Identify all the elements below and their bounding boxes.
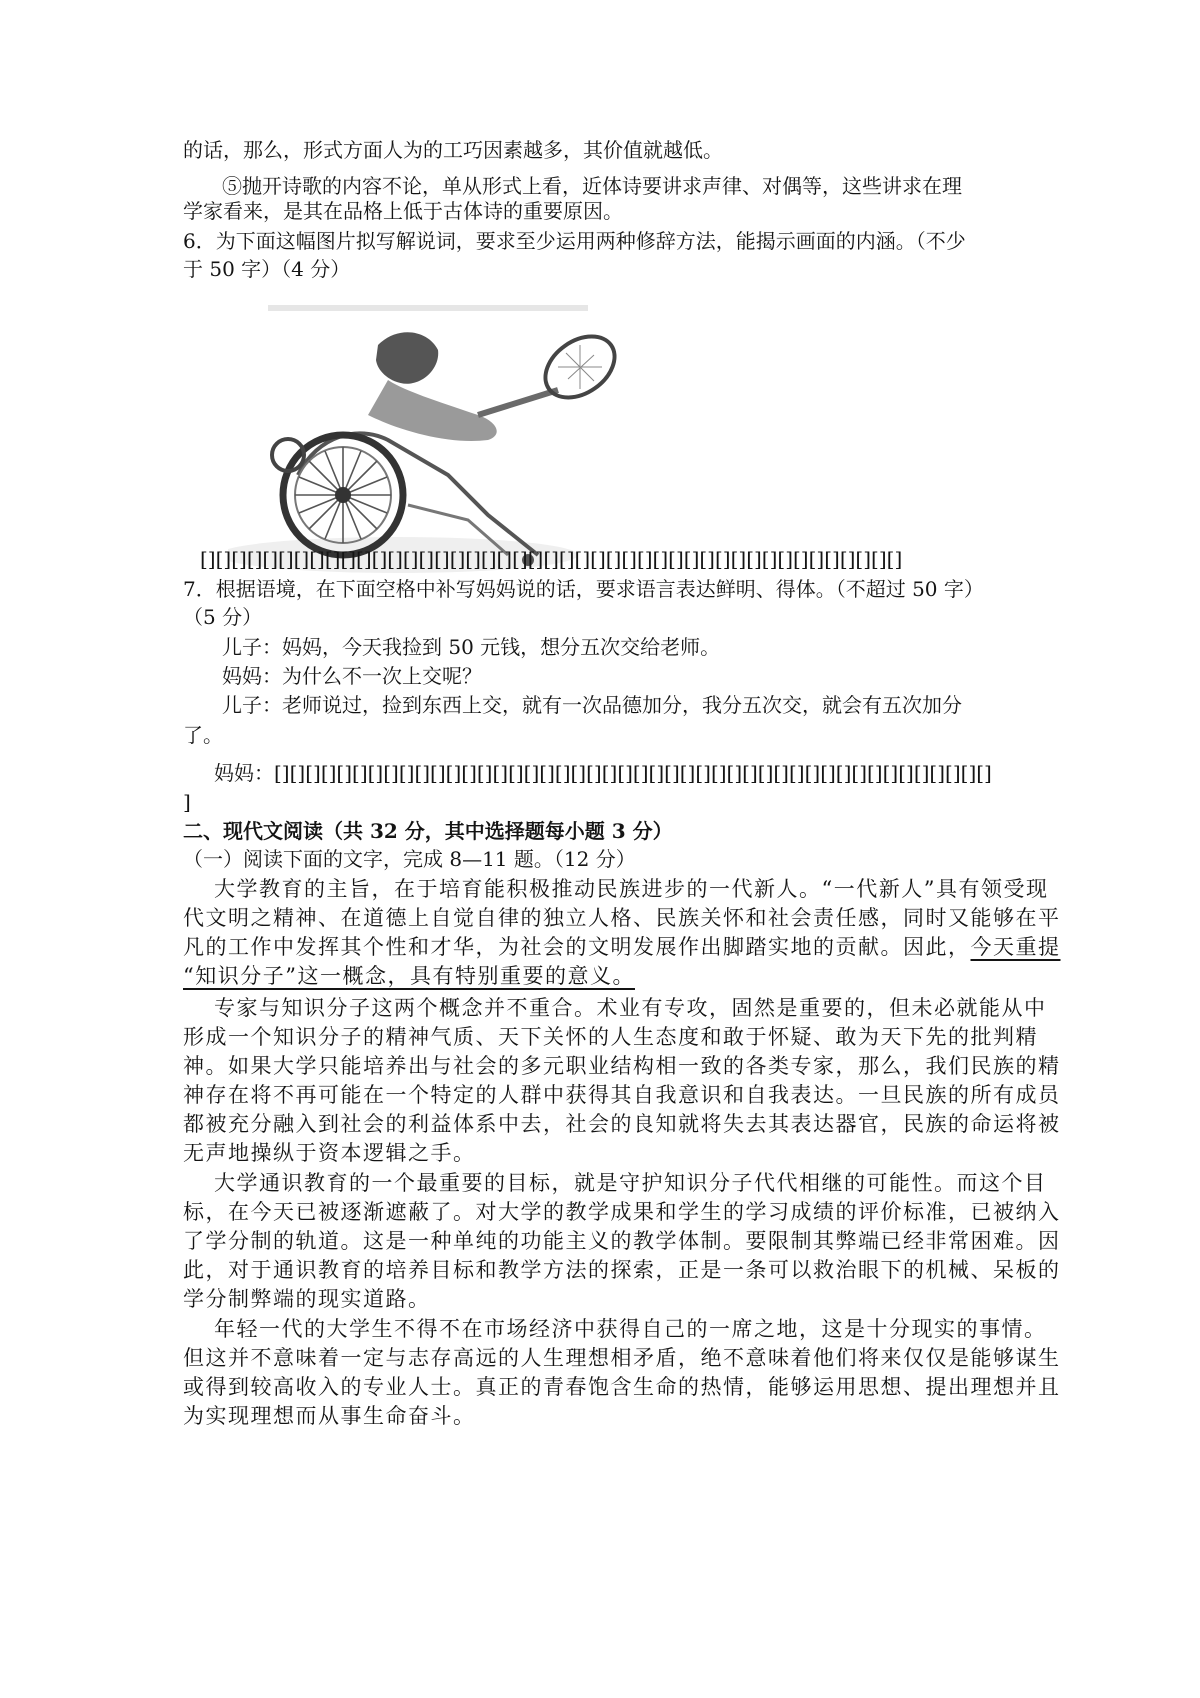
passage-line: 但这并不意味着一定与志存高远的人生理想相矛盾，绝不意味着他们将来仅仅是能够谋生 bbox=[183, 1346, 1061, 1370]
passage-line: 大学通识教育的一个最重要的目标，就是守护知识分子代代相继的可能性。而这个目 bbox=[214, 1171, 1047, 1195]
question-6-stem-cont: 于 50 字）（4 分） bbox=[183, 257, 351, 281]
passage-line: 学分制弊端的现实道路。 bbox=[183, 1287, 431, 1311]
passage-line: 为实现理想而从事生命奋斗。 bbox=[183, 1404, 476, 1428]
underlined-sentence: 今天重提 bbox=[970, 935, 1061, 959]
dialogue-line: 儿子：老师说过，捡到东西上交，就有一次品德加分，我分五次交，就会有五次加分 bbox=[222, 693, 962, 717]
text-line: 的话，那么，形式方面人为的工巧因素越多，其价值就越低。 bbox=[183, 138, 723, 162]
text-line: ⑤抛开诗歌的内容不论，单从形式上看，近体诗要讲求声律、对偶等，这些讲求在理 bbox=[222, 174, 962, 198]
passage-line: 此，对于通识教育的培养目标和教学方法的探索，正是一条可以救治眼下的机械、呆板的 bbox=[183, 1258, 1061, 1282]
mom-answer-blanks[interactable]: 妈妈：[][][][][][][][][][][][][][][][][][][][][][][][][][][][][][][][][][][][][][][][][][][][][][] bbox=[214, 761, 992, 785]
question-6-stem: 6．为下面这幅图片拟写解说词，要求至少运用两种修辞方法，能揭示画面的内涵。（不少 bbox=[183, 229, 966, 253]
question-7-stem: 7．根据语境，在下面空格中补写妈妈说的话，要求语言表达鲜明、得体。（不超过 50 字） bbox=[183, 577, 984, 601]
text-line: 学家看来，是其在品格上低于古体诗的重要原因。 bbox=[183, 199, 623, 223]
passage-line: 或得到较高收入的专业人士。真正的青春饱含生命的热情，能够运用思想、提出理想并且 bbox=[183, 1375, 1061, 1399]
dialogue-line: 妈妈：为什么不一次上交呢？ bbox=[222, 664, 482, 688]
dialogue-line: 儿子：妈妈，今天我捡到 50 元钱，想分五次交给老师。 bbox=[222, 635, 721, 659]
passage-line: 代文明之精神、在道德上自觉自律的独立人格、民族关怀和社会责任感，同时又能够在平 bbox=[183, 906, 1061, 930]
passage-line: 大学教育的主旨，在于培育能积极推动民族进步的一代新人。“一代新人”具有领受现 bbox=[214, 877, 1049, 901]
underlined-sentence: “知识分子”这一概念，具有特别重要的意义。 bbox=[183, 964, 635, 988]
passage-line: 形成一个知识分子的精神气质、天下关怀的人生态度和敢于怀疑、敢为天下先的批判精 bbox=[183, 1025, 1038, 1049]
dialogue-line: 了。 bbox=[183, 723, 223, 747]
passage-line: 都被充分融入到社会的利益体系中去，社会的良知就将失去其表达器官，民族的命运将被 bbox=[183, 1112, 1061, 1136]
section-subtitle: （一）阅读下面的文字，完成 8—11 题。（12 分） bbox=[183, 847, 636, 871]
tennis-wheelchair-photo bbox=[228, 305, 688, 585]
question-7-stem-cont: （5 分） bbox=[183, 605, 263, 629]
passage-line: 了学分制的轨道。这是一种单纯的功能主义的教学体制。要限制其弊端已经非常困难。因 bbox=[183, 1229, 1061, 1253]
passage-line: 年轻一代的大学生不得不在市场经济中获得自己的一席之地，这是十分现实的事情。 bbox=[214, 1317, 1047, 1341]
passage-text: 凡的工作中发挥其个性和才华，为社会的文明发展作出脚踏实地的贡献。因此， bbox=[183, 935, 971, 959]
section-title: 二、现代文阅读（共 32 分，其中选择题每小题 3 分） bbox=[183, 819, 673, 843]
passage-line: 神存在将不再可能在一个特定的人群中获得其自我意识和自我表达。一旦民族的所有成员 bbox=[183, 1083, 1061, 1107]
mom-answer-blanks-end: ] bbox=[183, 790, 191, 814]
passage-line: 无声地操纵于资本逻辑之手。 bbox=[183, 1141, 476, 1165]
passage-line: 神。如果大学只能培养出与社会的多元职业结构相一致的各类专家，那么，我们民族的精 bbox=[183, 1054, 1061, 1078]
passage-line: 标，在今天已被逐渐遮蔽了。对大学的教学成果和学生的学习成绩的评价标准，已被纳入 bbox=[183, 1200, 1061, 1224]
passage-line bbox=[183, 934, 1061, 960]
passage-line: 专家与知识分子这两个概念并不重合。术业有专攻，固然是重要的，但未必就能从中 bbox=[214, 996, 1047, 1020]
answer-blanks[interactable]: [][][][][][][][][][][][][][][][][][][][][][][][][][][][][][][][][][][][][][][][][][][][][] bbox=[200, 547, 903, 571]
